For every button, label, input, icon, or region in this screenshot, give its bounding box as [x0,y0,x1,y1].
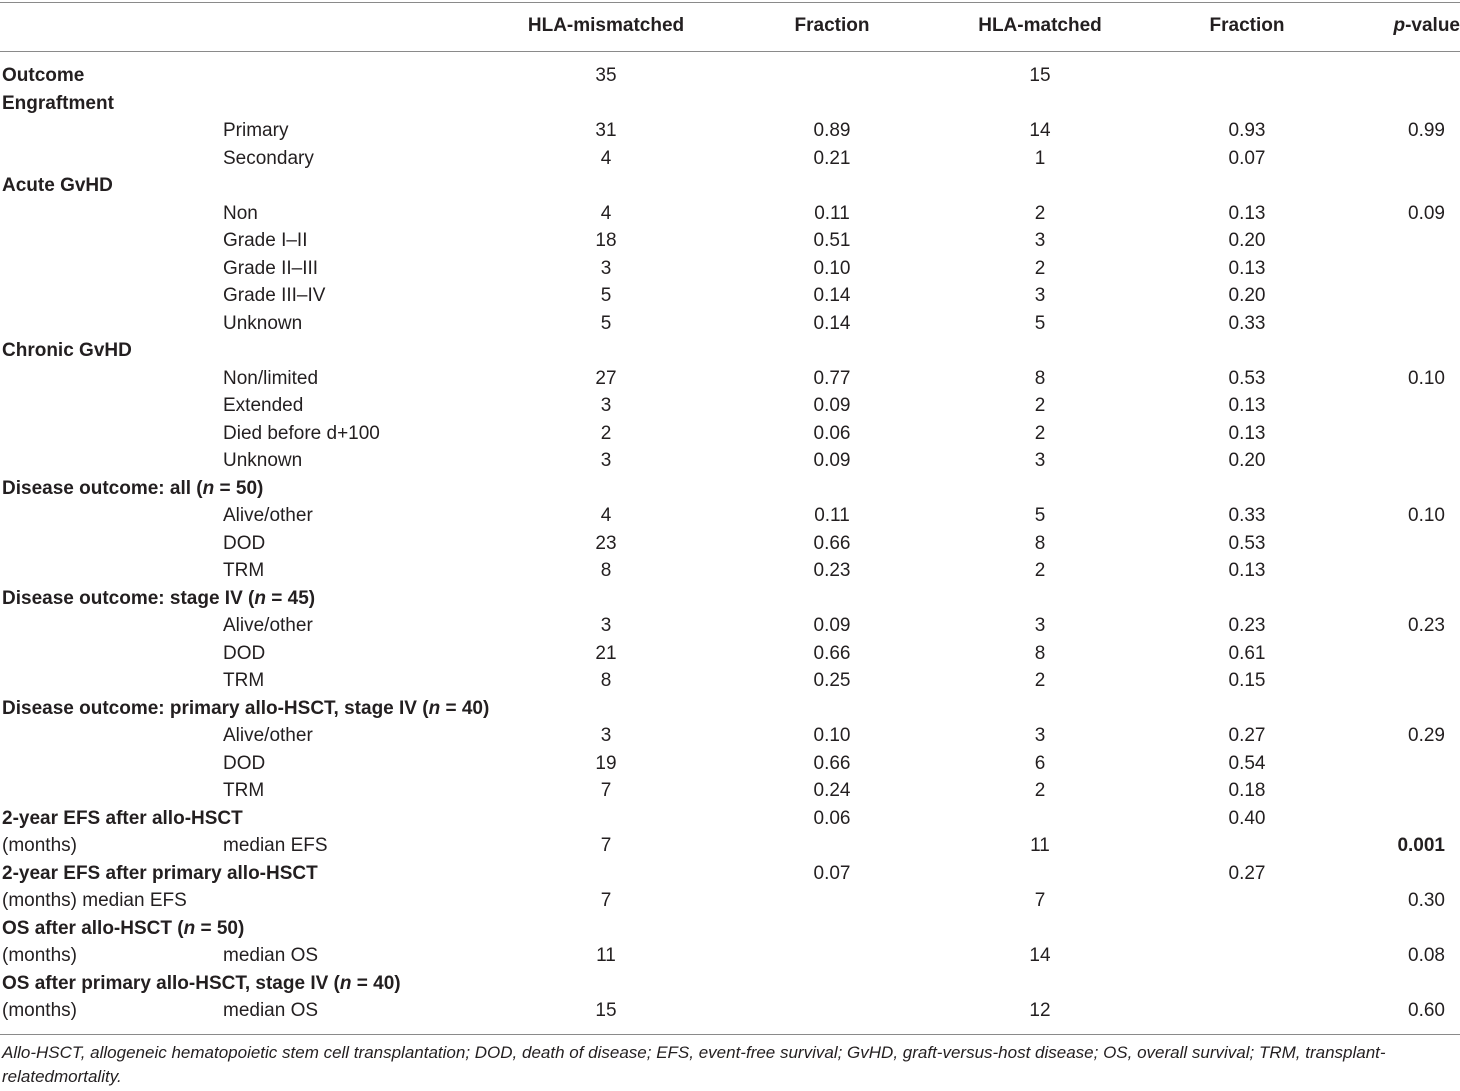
cell-hla-matched: 3 [1034,725,1046,746]
section-label-count: = 50) [195,917,245,939]
cell-hla-mismatched: 2 [600,422,612,444]
cell-hla-mismatched: 4 [600,202,612,224]
table-row [0,62,1460,90]
cell-fraction-2: 0.13 [1228,560,1266,581]
cell-fraction-1: 0.66 [813,642,851,664]
table-row [0,997,1460,1025]
table-row [0,750,1460,778]
cell-fraction-1: 0.07 [813,862,851,884]
cell-p-value: 0.23 [1408,615,1445,636]
cell-hla-mismatched: 15 [595,1000,617,1021]
cell-fraction-1: 0.66 [813,532,851,554]
row-label: DOD [223,532,266,554]
header-hla-matched: HLA-matched [978,15,1102,36]
cell-hla-matched: 15 [1029,65,1051,86]
row-label: Died before d+100 [223,422,380,444]
cell-hla-mismatched: 3 [600,615,612,636]
section-label-text: Disease outcome: all ( [2,477,203,499]
table-row [0,117,1460,145]
section-label-text: OS after allo-HSCT ( [2,917,184,939]
table-row [0,420,1460,448]
table-row [0,860,1460,888]
table-row [0,172,1460,200]
row-label: (months) median EFS [2,890,187,911]
table-header [0,0,1460,52]
cell-fraction-1: 0.10 [813,257,851,279]
table-body [0,62,1460,1025]
section-label-text: Disease outcome: primary allo-HSCT, stage IV ( [2,697,429,719]
cell-fraction-2: 0.53 [1228,532,1266,554]
cell-hla-matched: 8 [1034,642,1046,664]
cell-fraction-2: 0.93 [1228,120,1266,141]
cell-hla-matched: 2 [1034,202,1046,224]
row-label: Unknown [223,312,303,334]
cell-hla-mismatched: 3 [600,395,612,416]
section-label: 2-year EFS after primary allo-HSCT [2,862,318,884]
cell-p-value: 0.08 [1408,945,1445,966]
section-label [2,915,244,943]
row-label: Non [223,202,258,224]
cell-p-value: 0.10 [1408,367,1445,389]
cell-hla-matched: 14 [1029,945,1051,966]
table-row [0,805,1460,833]
section-label [2,970,401,998]
cell-fraction-1: 0.14 [813,285,851,306]
header-p-rest: -value [1405,15,1460,36]
section-label-count: = 40) [440,697,490,719]
cell-fraction-1: 0.06 [813,807,851,829]
row-label: Grade I–II [223,230,308,251]
row-sublabel: median OS [223,1000,319,1021]
cell-fraction-1: 0.09 [813,450,851,471]
cell-hla-mismatched: 3 [600,725,612,746]
table-row [0,392,1460,420]
header-fraction-1: Fraction [794,15,870,36]
cell-fraction-1: 0.21 [813,147,851,169]
table-row [0,640,1460,668]
section-label: Acute GvHD [2,175,113,196]
cell-p-value: 0.09 [1408,202,1445,224]
section-label: Chronic GvHD [2,340,132,361]
section-label [2,475,263,503]
table-row [0,282,1460,310]
table-row [0,145,1460,173]
table-row [0,832,1460,860]
row-label: Grade III–IV [223,285,326,306]
cell-fraction-2: 0.13 [1228,422,1266,444]
cell-p-value: 0.60 [1408,1000,1445,1021]
cell-hla-mismatched: 8 [600,560,612,581]
header-p-value [1260,15,1460,37]
cell-fraction-2: 0.13 [1228,257,1266,279]
cell-fraction-1: 0.77 [813,367,851,389]
cell-hla-mismatched: 31 [595,120,617,141]
row-label: Grade II–III [223,257,319,279]
table-row [0,612,1460,640]
cell-hla-matched: 3 [1034,230,1046,251]
cell-fraction-2: 0.15 [1228,670,1266,691]
cell-hla-mismatched: 4 [600,147,612,169]
section-label: 2-year EFS after allo-HSCT [2,807,243,829]
section-label-count: = 50) [214,477,264,499]
header-fraction-2: Fraction [1209,15,1285,36]
cell-fraction-2: 0.33 [1228,505,1266,526]
cell-hla-matched: 3 [1034,450,1046,471]
section-label-text: Disease outcome: stage IV ( [2,587,255,609]
section-label-n: n [428,697,441,719]
row-label: Alive/other [223,505,313,526]
cell-hla-mismatched: 7 [600,780,612,801]
table-row [0,310,1460,338]
section-label-n: n [254,587,266,609]
table-row [0,337,1460,365]
section-label-count: = 45) [265,587,316,609]
cell-fraction-2: 0.33 [1228,312,1266,334]
cell-p-value: 0.29 [1408,725,1445,746]
cell-fraction-2: 0.53 [1228,367,1266,389]
table-row [0,667,1460,695]
cell-hla-matched: 12 [1029,1000,1051,1021]
table-row [0,365,1460,393]
cell-hla-matched: 2 [1034,670,1046,691]
cell-hla-mismatched: 18 [595,230,617,251]
table-row [0,695,1460,723]
cell-fraction-2: 0.20 [1228,285,1266,306]
table-row [0,915,1460,943]
cell-fraction-1: 0.66 [813,752,851,774]
cell-fraction-1: 0.23 [813,560,851,581]
table-row [0,90,1460,118]
table-row [0,530,1460,558]
cell-fraction-2: 0.23 [1228,615,1266,636]
cell-hla-matched: 5 [1034,505,1046,526]
section-label [2,695,489,723]
cell-fraction-1: 0.10 [813,725,851,746]
cell-hla-mismatched: 35 [595,65,617,86]
cell-p-value: 0.001 [1397,835,1445,856]
cell-hla-mismatched: 4 [600,505,612,526]
row-label: Extended [223,395,304,416]
cell-hla-matched: 11 [1030,835,1050,856]
header-rule [0,51,1460,52]
section-label-count: = 40) [351,972,401,994]
cell-hla-mismatched: 5 [600,312,612,334]
table-row [0,942,1460,970]
section-label-text: OS after primary allo-HSCT, stage IV ( [2,972,340,994]
cell-hla-matched: 2 [1034,395,1046,416]
table-row [0,585,1460,613]
cell-fraction-2: 0.40 [1228,807,1266,829]
section-label: Outcome [2,65,85,86]
cell-hla-mismatched: 19 [595,752,617,774]
cell-hla-mismatched: 8 [600,670,612,691]
cell-hla-matched: 2 [1034,780,1046,801]
cell-fraction-2: 0.18 [1228,780,1266,801]
table-footnote: Allo-HSCT, allogeneic hematopoietic stem cell transplantation; DOD, death of disease; EFS, event-free survival; GvHD, graft-versus-host disease; OS, overall survival; TRM, transplant-relatedmortality. [2,1043,1386,1086]
cell-hla-matched: 8 [1034,532,1046,554]
row-label: Alive/other [223,725,313,746]
cell-fraction-2: 0.20 [1228,230,1266,251]
cell-fraction-1: 0.11 [814,202,850,224]
cell-fraction-1: 0.06 [813,422,851,444]
cell-fraction-1: 0.51 [813,230,851,251]
cell-p-value: 0.99 [1408,120,1445,141]
cell-fraction-2: 0.13 [1228,202,1266,224]
cell-fraction-2: 0.20 [1228,450,1266,471]
table-row [0,722,1460,750]
cell-fraction-1: 0.14 [813,312,851,334]
cell-fraction-2: 0.13 [1228,395,1266,416]
section-label: Engraftment [2,92,114,114]
cell-fraction-2: 0.54 [1228,752,1266,774]
section-label [2,585,315,613]
cell-hla-mismatched: 21 [595,642,617,664]
row-sublabel: median EFS [223,835,328,856]
cell-fraction-1: 0.89 [813,120,851,141]
section-label-n: n [339,972,352,994]
row-label: Secondary [223,147,314,169]
section-label-n: n [202,477,215,499]
row-label: Non/limited [223,367,319,389]
cell-hla-matched: 14 [1029,120,1051,141]
cell-p-value: 0.10 [1408,505,1445,526]
cell-hla-mismatched: 11 [596,945,616,966]
row-label: TRM [223,670,265,691]
table-row [0,557,1460,585]
table-row [0,777,1460,805]
header-p-italic: p [1393,15,1406,36]
table-row [0,887,1460,915]
cell-hla-matched: 7 [1034,890,1046,911]
cell-fraction-2: 0.61 [1228,642,1266,664]
cell-hla-mismatched: 3 [600,450,612,471]
bottom-rule [0,1034,1460,1035]
cell-fraction-2: 0.27 [1228,862,1266,884]
cell-hla-matched: 3 [1034,615,1046,636]
table-row [0,200,1460,228]
row-label: Primary [223,120,289,141]
row-label: (months) [2,1000,77,1021]
cell-hla-matched: 8 [1034,367,1046,389]
row-label: (months) [2,835,77,856]
row-label: Unknown [223,450,303,471]
table-row [0,502,1460,530]
cell-fraction-1: 0.09 [813,395,851,416]
cell-fraction-1: 0.25 [813,670,851,691]
cell-hla-mismatched: 3 [600,257,612,279]
cell-hla-matched: 3 [1034,285,1046,306]
cell-hla-matched: 2 [1034,257,1046,279]
cell-hla-mismatched: 23 [595,532,617,554]
row-label: (months) [2,945,77,966]
cell-fraction-1: 0.11 [814,505,850,526]
header-hla-mismatched: HLA-mismatched [527,15,685,36]
row-label: Alive/other [223,615,313,636]
table-row [0,970,1460,998]
row-sublabel: median OS [223,945,319,966]
row-label: TRM [223,560,265,581]
cell-hla-mismatched: 7 [600,890,612,911]
cell-hla-mismatched: 5 [600,285,612,306]
cell-hla-mismatched: 7 [600,835,612,856]
cell-fraction-2: 0.07 [1228,147,1266,169]
cell-p-value: 0.30 [1408,890,1445,911]
section-label-n: n [183,917,196,939]
cell-hla-matched: 6 [1034,752,1046,774]
cell-hla-matched: 2 [1034,560,1046,581]
table-row [0,447,1460,475]
cell-fraction-1: 0.24 [813,780,851,801]
cell-hla-matched: 1 [1034,147,1046,169]
cell-fraction-1: 0.09 [813,615,851,636]
row-label: TRM [223,780,265,801]
table-row [0,255,1460,283]
cell-hla-matched: 5 [1034,312,1046,334]
table-row [0,227,1460,255]
row-label: DOD [223,642,266,664]
table-row [0,475,1460,503]
cell-fraction-2: 0.27 [1228,725,1266,746]
cell-hla-mismatched: 27 [595,367,617,389]
row-label: DOD [223,752,266,774]
cell-hla-matched: 2 [1034,422,1046,444]
